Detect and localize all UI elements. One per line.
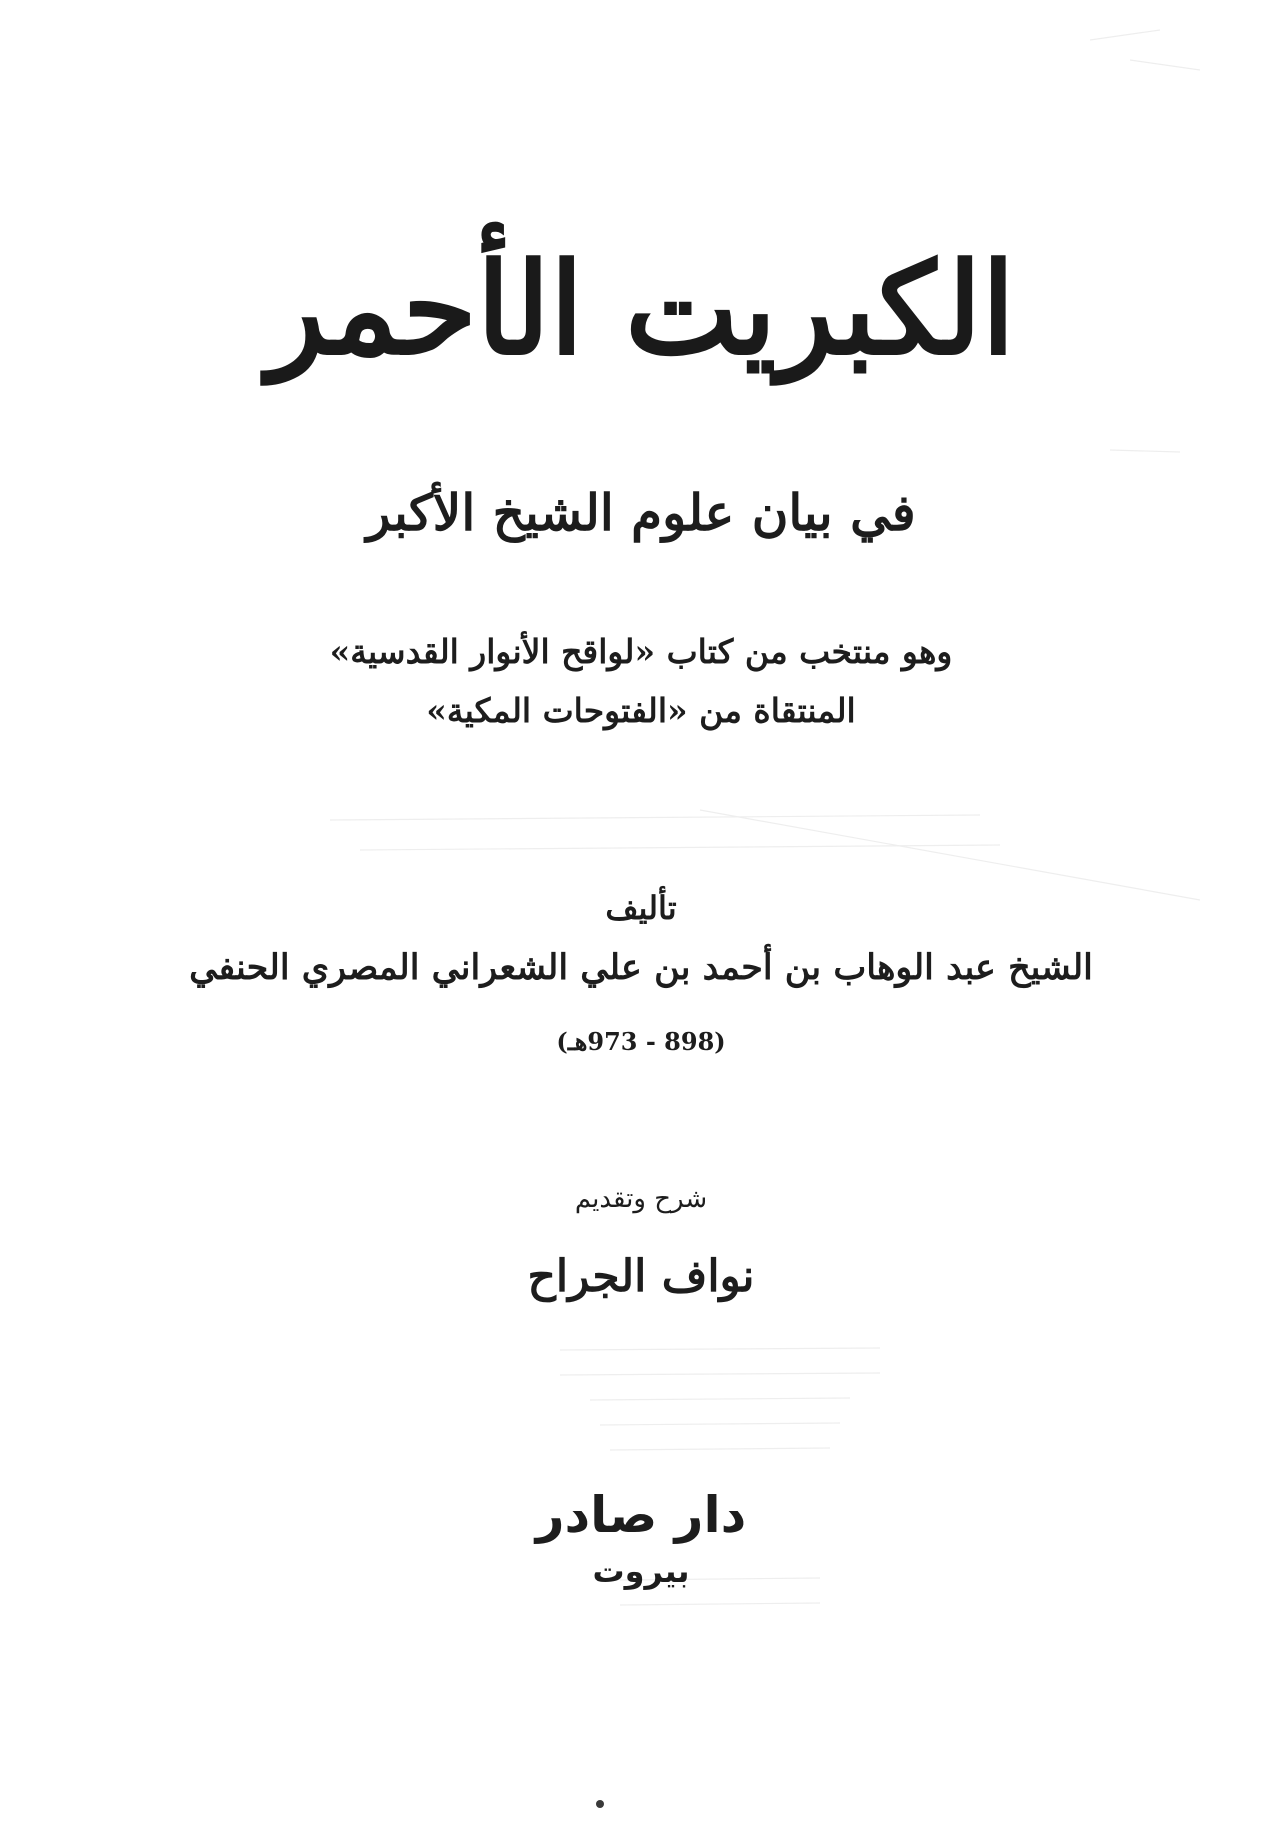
publisher-city: بيروت <box>592 1552 690 1590</box>
editor-name: نواف الجراح <box>527 1251 755 1302</box>
author-dates: (898 - 973هـ) <box>556 1027 726 1056</box>
authorship-label: تأليف <box>605 889 677 927</box>
ink-speck <box>596 1800 604 1808</box>
commentary-label: شرح وتقديم <box>574 1184 708 1214</box>
publisher-name: دار صادر <box>535 1486 747 1544</box>
author-name: الشيخ عبد الوهاب بن أحمد بن علي الشعراني المصري الحنفي <box>189 947 1093 988</box>
description-line-1: وهو منتخب من كتاب «لواقح الأنوار القدسية» <box>329 632 953 671</box>
book-title: الكبريت الأحمر <box>267 235 1015 384</box>
description-line-2: المنتقاة من «الفتوحات المكية» <box>426 691 856 730</box>
book-subtitle: في بيان علوم الشيخ الأكبر <box>366 483 916 542</box>
